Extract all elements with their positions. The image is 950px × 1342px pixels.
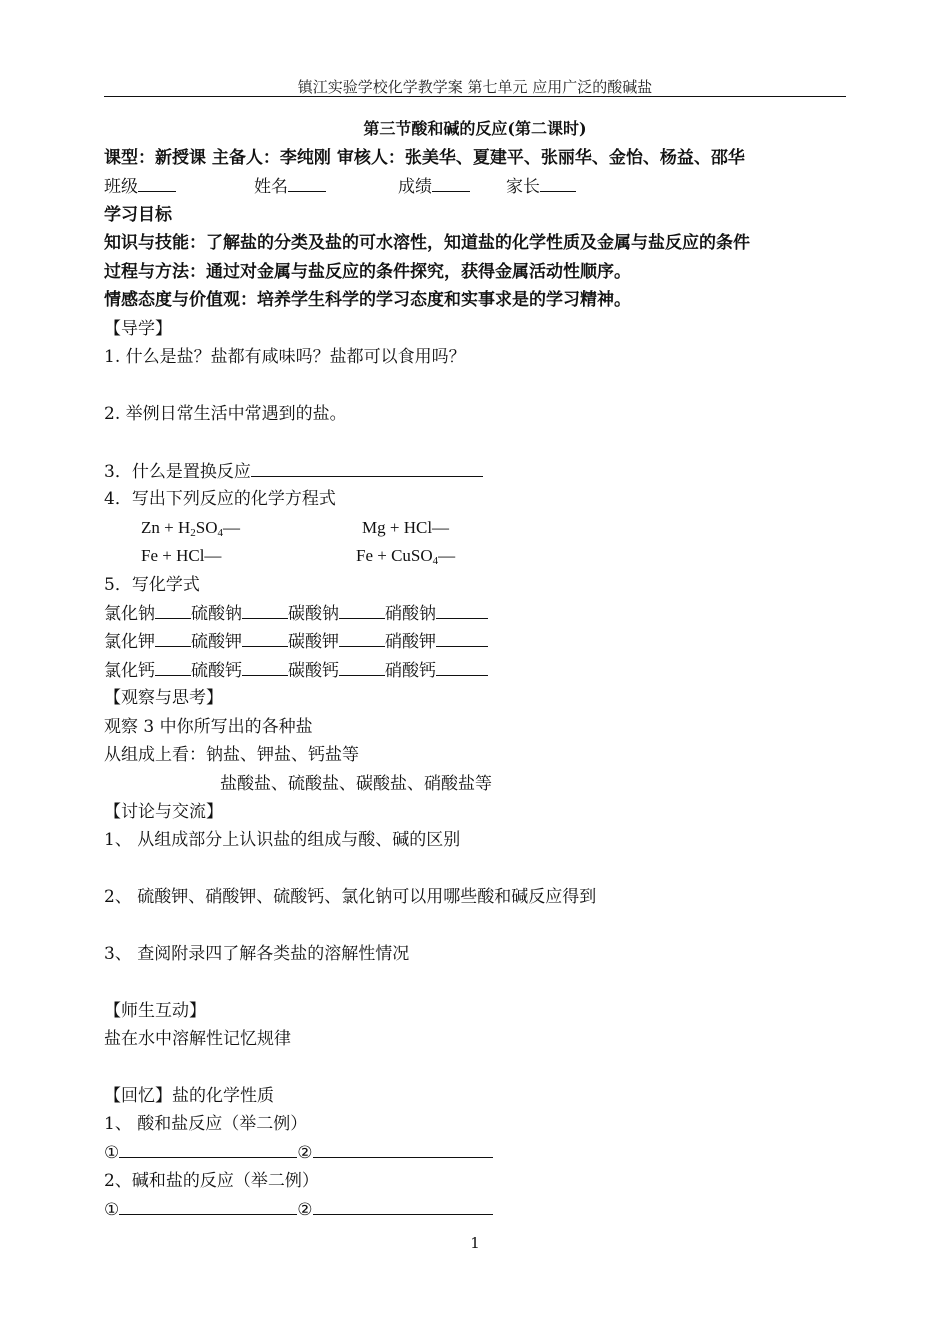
interact-heading: 【师生互动】: [104, 1001, 206, 1021]
answer-blank-2a[interactable]: [119, 1198, 297, 1215]
formula-blank[interactable]: [339, 602, 385, 619]
recall-question-1: 1、 酸和盐反应（举二例）: [104, 1114, 308, 1134]
objective-emotion: 情感态度与价值观：培养学生科学的学习态度和实事求是的学习精神。: [104, 290, 631, 310]
recall-answers-1: ① ②: [104, 1141, 493, 1164]
name-label: 姓名: [254, 177, 288, 197]
score-label: 成绩: [398, 177, 432, 197]
discuss-heading: 【讨论与交流】: [104, 802, 223, 822]
objective-process: 过程与方法：通过对金属与盐反应的条件探究，获得金属活动性顺序。: [104, 262, 631, 282]
formula-blank[interactable]: [242, 630, 288, 647]
observe-line-2: 从组成上看：钠盐、钾盐、钙盐等: [104, 745, 359, 765]
equation-fe-hcl: Fe + HCl—: [141, 546, 222, 565]
formula-blank[interactable]: [339, 630, 385, 647]
formula-blank[interactable]: [242, 602, 288, 619]
formula-row-calcium: 氯化钙 硫酸钙 碳酸钙 硝酸钙: [104, 659, 488, 682]
answer-blank-1b[interactable]: [313, 1141, 493, 1158]
formula-row-potassium: 氯化钾 硫酸钾 碳酸钾 硝酸钾: [104, 630, 488, 653]
guide-question-2: 2. 举例日常生活中常遇到的盐。: [104, 404, 347, 424]
recall-answers-2: ① ②: [104, 1198, 493, 1221]
page-header: 镇江实验学校化学教学案 第七单元 应用广泛的酸碱盐: [297, 78, 653, 96]
formula-blank[interactable]: [436, 630, 488, 647]
guide-heading: 【导学】: [104, 319, 172, 339]
formula-blank[interactable]: [436, 602, 488, 619]
parent-label: 家长: [506, 177, 540, 197]
guide-question-1: 1. 什么是盐？盐都有咸味吗？盐都可以食用吗？: [104, 347, 466, 367]
header-rule: [104, 96, 846, 97]
course-info: 课型：新授课 主备人：李纯刚 审核人：张美华、夏建平、张丽华、金怡、杨益、邵华: [104, 148, 745, 168]
discuss-question-3: 3、 查阅附录四了解各类盐的溶解性情况: [104, 944, 410, 964]
guide-question-3: 3．什么是置换反应: [104, 460, 483, 483]
class-label: 班级: [104, 177, 138, 197]
discuss-question-2: 2、 硫酸钾、硝酸钾、硫酸钙、氯化钠可以用哪些酸和碱反应得到: [104, 887, 597, 907]
guide-question-5: 5．写化学式: [104, 575, 200, 595]
objective-knowledge: 知识与技能：了解盐的分类及盐的可水溶性，知道盐的化学性质及金属与盐反应的条件: [104, 233, 750, 253]
observe-heading: 【观察与思考】: [104, 688, 223, 708]
student-fields: [104, 175, 576, 198]
interact-line-1: 盐在水中溶解性记忆规律: [104, 1029, 291, 1049]
formula-blank[interactable]: [155, 602, 191, 619]
name-blank[interactable]: [288, 175, 326, 192]
answer-blank-1a[interactable]: [119, 1141, 297, 1158]
score-blank[interactable]: [432, 175, 470, 192]
page-number: 1: [470, 1234, 480, 1252]
answer-blank-2b[interactable]: [313, 1198, 493, 1215]
equation-zn-h2so4: $Zn + H_2SO_4—$: [141, 518, 240, 539]
observe-line-1: 观察 3 中你所写出的各种盐: [104, 717, 313, 737]
guide-question-4: 4．写出下列反应的化学方程式: [104, 489, 336, 509]
formula-blank[interactable]: [339, 659, 385, 676]
discuss-question-1: 1、 从组成部分上认识盐的组成与酸、碱的区别: [104, 830, 461, 850]
formula-blank[interactable]: [436, 659, 488, 676]
formula-row-sodium: 氯化钠 硫酸钠 碳酸钠 硝酸钠: [104, 602, 488, 625]
equation-fe-cuso4: Fe + CuSO$_4$—: [356, 546, 456, 567]
class-blank[interactable]: [138, 175, 176, 192]
q3-answer-blank[interactable]: [251, 460, 483, 477]
formula-blank[interactable]: [155, 630, 191, 647]
recall-question-2: 2、碱和盐的反应（举二例）: [104, 1171, 319, 1191]
formula-blank[interactable]: [242, 659, 288, 676]
recall-heading: 【回忆】盐的化学性质: [104, 1086, 274, 1106]
lesson-title: 第三节酸和碱的反应(第二课时): [363, 119, 587, 138]
equation-mg-hcl: Mg + HCl—: [362, 518, 450, 537]
parent-blank[interactable]: [540, 175, 576, 192]
observe-line-3: 盐酸盐、硫酸盐、碳酸盐、硝酸盐等: [220, 774, 492, 794]
objectives-heading: 学习目标: [104, 205, 172, 225]
formula-blank[interactable]: [155, 659, 191, 676]
